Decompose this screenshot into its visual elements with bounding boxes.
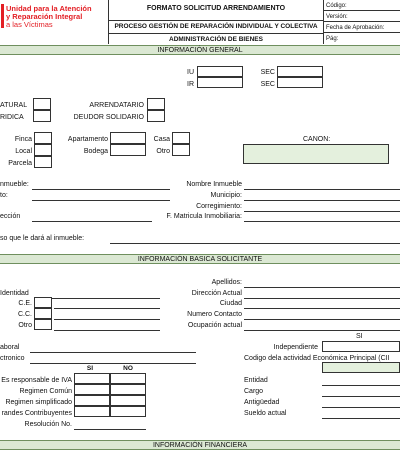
apellidos-field[interactable] <box>244 287 400 288</box>
grandes-no-checkbox[interactable] <box>110 406 146 417</box>
numero-contacto-label: Numero Contacto <box>187 311 242 318</box>
tax-row-iva: Es responsable de IVA <box>1 377 72 384</box>
entidad-label: Entidad <box>244 377 268 384</box>
resolucion-field[interactable] <box>74 429 146 430</box>
ciiu-label: Codigo dela actividad Económica Principal (CII <box>244 355 390 362</box>
local-label: Local <box>15 148 32 155</box>
bodega-checkbox[interactable] <box>110 144 146 156</box>
header-title-block <box>108 0 324 44</box>
laboral-field[interactable] <box>30 352 196 353</box>
entidad-field[interactable] <box>322 385 400 386</box>
ocupacion-field[interactable] <box>244 330 400 331</box>
casa-label: Casa <box>153 136 170 143</box>
finca-label: Finca <box>14 136 32 143</box>
casa-checkbox[interactable] <box>172 132 190 144</box>
sec-label-2: SEC <box>260 81 275 88</box>
corregimiento-label: Corregimiento: <box>196 203 242 210</box>
municipio-field[interactable] <box>244 200 400 201</box>
antiguedad-field[interactable] <box>322 407 400 408</box>
iva-no-checkbox[interactable] <box>110 373 146 384</box>
corregimiento-field[interactable] <box>244 211 400 212</box>
juridica-checkbox[interactable] <box>33 110 51 122</box>
apartamento-checkbox[interactable] <box>110 132 146 144</box>
section-financial-header: INFORMACIÓN FINANCIERA <box>0 440 400 450</box>
si-label: SI <box>356 333 363 340</box>
meta-version: Versión: <box>326 14 348 20</box>
natural-label: ATURAL <box>0 102 28 109</box>
tax-row-comun: Regimen Común <box>19 388 72 395</box>
apartamento-label: Apartamento <box>67 136 108 143</box>
nombre-inmueble-field[interactable] <box>244 189 400 190</box>
parcela-checkbox[interactable] <box>34 156 52 168</box>
ciudad-label: Ciudad <box>219 300 242 307</box>
otro-label: Otro <box>156 148 170 155</box>
ir-field[interactable] <box>197 77 243 88</box>
ocupacion-label: Ocupación actual <box>187 322 242 329</box>
tax-row-resolucion: Resolución No. <box>24 421 72 428</box>
electronico-field[interactable] <box>30 363 196 364</box>
logo-line-2: y Reparación Integral <box>6 12 83 21</box>
simplificado-si-checkbox[interactable] <box>74 395 110 406</box>
numero-contacto-field[interactable] <box>244 319 400 320</box>
logo-line-3: a las Víctimas <box>6 20 53 29</box>
logo-line-1: Unidad para la Atención <box>6 4 92 13</box>
tax-col-no: NO <box>114 364 142 374</box>
canon-label: CANON: <box>303 136 331 143</box>
matricula-field[interactable] <box>244 221 400 222</box>
deudor-checkbox[interactable] <box>147 110 165 122</box>
to-label: to: <box>0 192 8 199</box>
identidad-label: Identidad <box>0 290 29 297</box>
direccion-label: ección <box>0 213 21 220</box>
inmueble-label: nmueble: <box>0 181 29 188</box>
ce-label: C.E. <box>18 300 32 307</box>
uso-label: so que le dará al inmueble: <box>0 235 85 242</box>
process-title: PROCESO GESTIÓN DE REPARACIÓN INDIVIDUAL Y COLECTIVA <box>109 21 323 34</box>
cc-checkbox[interactable] <box>34 308 52 319</box>
bodega-label: Bodega <box>83 148 108 155</box>
direccion-field[interactable] <box>32 221 152 222</box>
municipio-label: Municipio: <box>210 192 242 199</box>
otro-id-field[interactable] <box>54 330 160 331</box>
matricula-label: F. Matricula Inmobiliaria: <box>166 213 242 220</box>
sec-field-2[interactable] <box>277 77 323 88</box>
cargo-label: Cargo <box>244 388 264 395</box>
independiente-field[interactable] <box>322 341 400 352</box>
cc-field[interactable] <box>54 319 160 320</box>
department-title: ADMINISTRACIÓN DE BIENES <box>169 36 263 43</box>
natural-checkbox[interactable] <box>33 98 51 110</box>
to-field[interactable] <box>32 200 170 201</box>
sueldo-label: Sueldo actual <box>244 410 287 417</box>
arrendatario-checkbox[interactable] <box>147 98 165 110</box>
uso-field[interactable] <box>110 243 400 244</box>
tax-row-grandes: randes Contribuyentes <box>1 410 72 417</box>
page-title: FORMATO SOLICITUD ARRENDAMIENTO <box>109 0 323 21</box>
direccion-actual-label: Dirección Actual <box>191 290 242 297</box>
deudor-label: DEUDOR SOLIDARIO <box>73 114 144 121</box>
grandes-si-checkbox[interactable] <box>74 406 110 417</box>
laboral-label: aboral <box>0 344 20 351</box>
cargo-field[interactable] <box>322 396 400 397</box>
ce-field[interactable] <box>54 308 160 309</box>
juridica-label: RIDICA <box>0 114 24 121</box>
independiente-label: Independiente <box>273 344 318 351</box>
meta-approval-date: Fecha de Aprobación: <box>326 25 385 31</box>
sec-field-1[interactable] <box>277 66 323 77</box>
arrendatario-label: ARRENDATARIO <box>89 102 144 109</box>
meta-code: Código: <box>326 3 347 9</box>
simplificado-no-checkbox[interactable] <box>110 395 146 406</box>
nombre-inmueble-label: Nombre Inmueble <box>186 181 242 188</box>
ciiu-field[interactable] <box>322 362 400 373</box>
parcela-label: Parcela <box>8 160 32 167</box>
comun-no-checkbox[interactable] <box>110 384 146 395</box>
cc-label: C.C. <box>18 311 32 318</box>
otro-id-label: Otro <box>18 322 32 329</box>
document-meta <box>324 0 400 44</box>
apellidos-label: Apellidos: <box>211 279 242 286</box>
tax-row-simplificado: Regimen simplificado <box>5 399 72 406</box>
section-general-header: INFORMACIÓN GENERAL <box>0 45 400 55</box>
otro-checkbox[interactable] <box>172 144 190 156</box>
iu-label: IU <box>187 69 194 76</box>
ir-label: IR <box>187 81 194 88</box>
section-basic-header: INFORMACIÓN BASICA SOLICITANTE <box>0 254 400 264</box>
finca-checkbox[interactable] <box>34 132 52 144</box>
inmueble-field[interactable] <box>32 189 170 190</box>
otro-id-checkbox[interactable] <box>34 319 52 330</box>
identidad-field[interactable] <box>35 298 160 299</box>
antiguedad-label: Antigüedad <box>244 399 280 406</box>
local-checkbox[interactable] <box>34 144 52 156</box>
iva-si-checkbox[interactable] <box>74 373 110 384</box>
iu-field[interactable] <box>197 66 243 77</box>
electronico-label: ctronico <box>0 355 25 362</box>
comun-si-checkbox[interactable] <box>74 384 110 395</box>
ciudad-field[interactable] <box>244 308 400 309</box>
ce-checkbox[interactable] <box>34 297 52 308</box>
tax-col-si: SI <box>76 364 104 374</box>
direccion-actual-field[interactable] <box>244 298 400 299</box>
canon-field[interactable] <box>243 144 389 164</box>
meta-page: Pág: <box>326 36 339 42</box>
sec-label-1: SEC <box>260 69 275 76</box>
sueldo-field[interactable] <box>322 418 400 419</box>
